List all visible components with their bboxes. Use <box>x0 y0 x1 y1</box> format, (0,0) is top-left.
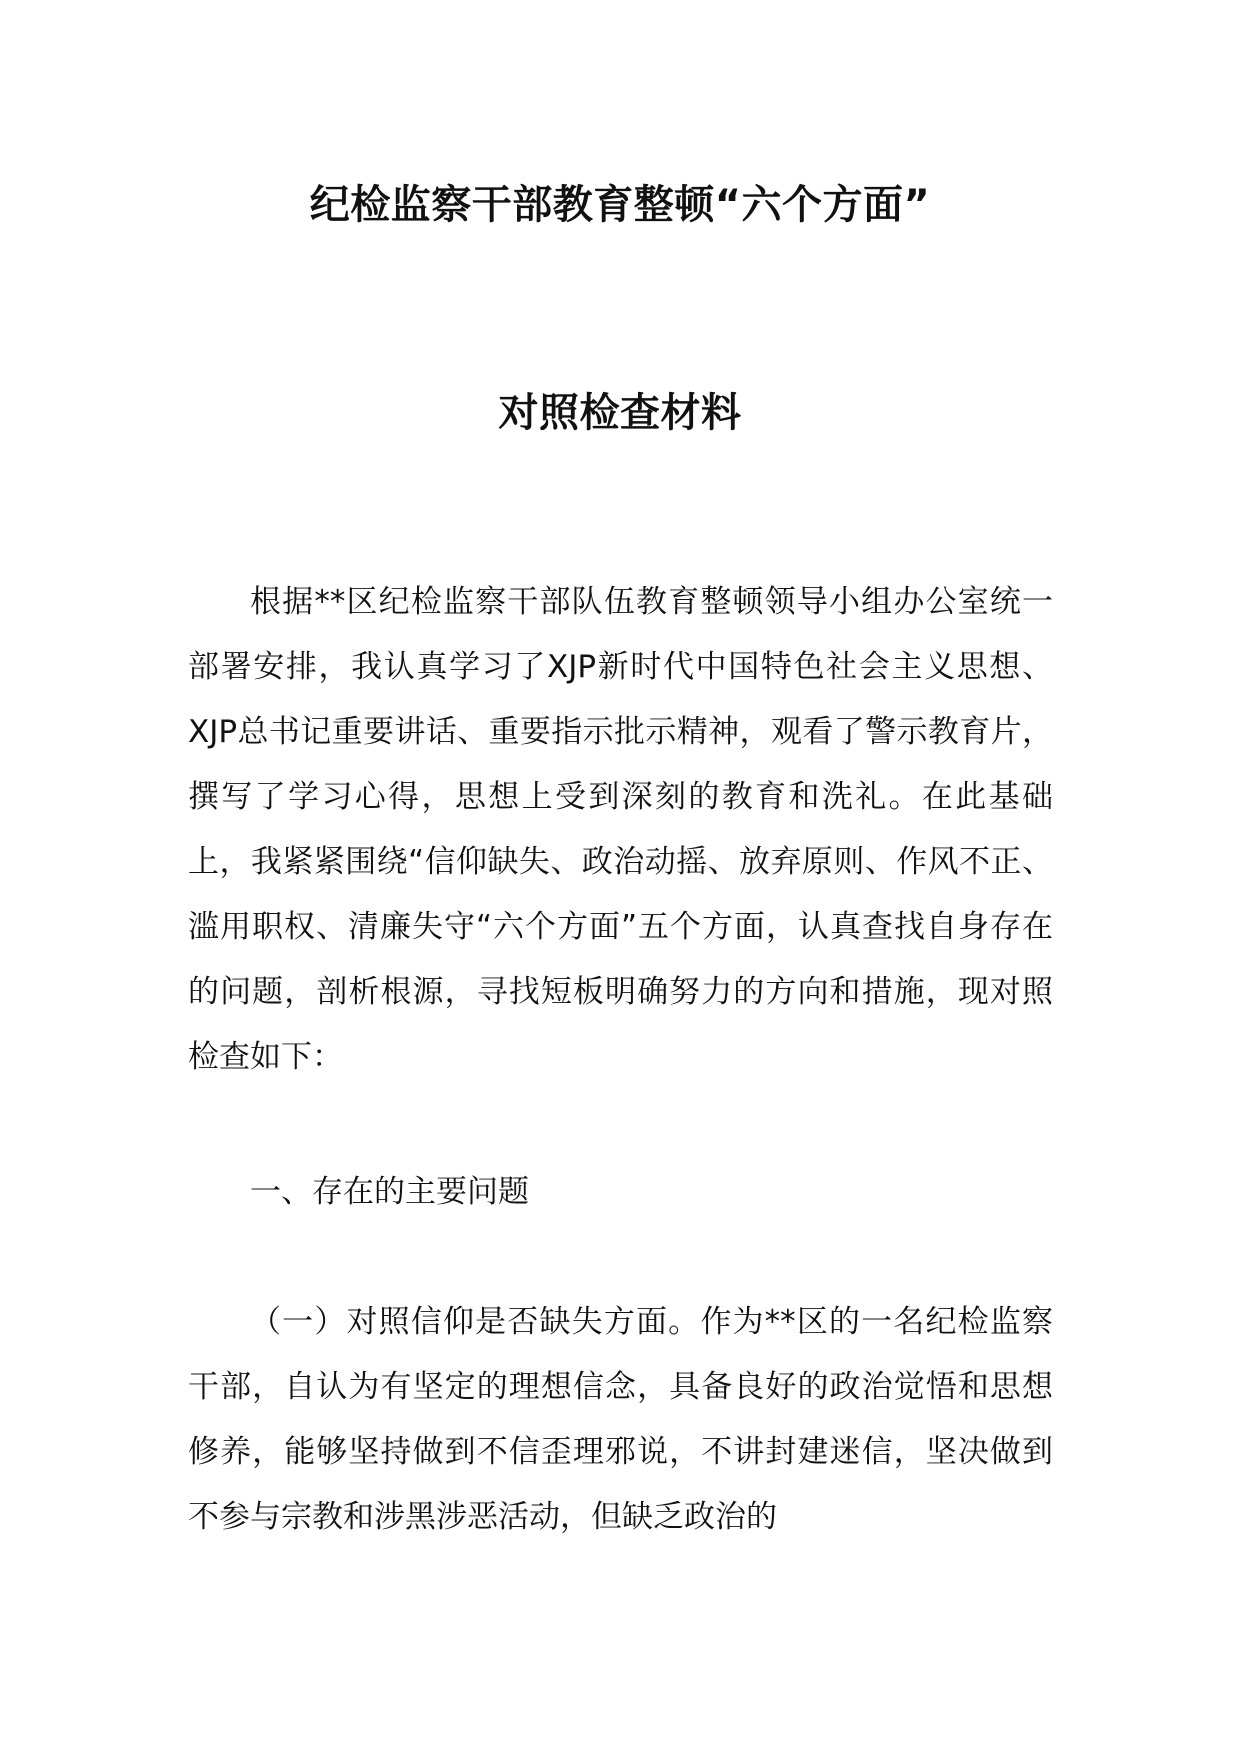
section-heading-main-problems: 一、存在的主要问题 <box>250 1174 529 1210</box>
item-1-paragraph: （一）对照信仰是否缺失方面。作为**区的一名纪检监察干部，自认为有坚定的理想信念，具备良好的政治觉悟和思想修养，能够坚持做到不信歪理邪说，不讲封建迷信，坚决做到不参与宗教和涉黑涉恶活动，但缺乏政治的 <box>188 1304 1053 1535</box>
document-title-line-1: 纪检监察干部教育整顿“六个方面” <box>309 182 931 228</box>
intro-paragraph: 根据**区纪检监察干部队伍教育整顿领导小组办公室统一部署安排，我认真学习了XJP新时代中国特色社会主义思想、XJP总书记重要讲话、重要指示批示精神，观看了警示教育片，撰写了学习心得，思想上受到深刻的教育和洗礼。在此基础上，我紧紧围绕“信仰缺失、政治动摇、放弃原则、作风不正、滥用职权、清廉失守“六个方面”五个方面，认真查找自身存在的问题，剖析根源，寻找短板明确努力的方向和措施，现对照检查如下： <box>188 584 1053 1075</box>
document-title-line-2: 对照检查材料 <box>498 390 742 436</box>
